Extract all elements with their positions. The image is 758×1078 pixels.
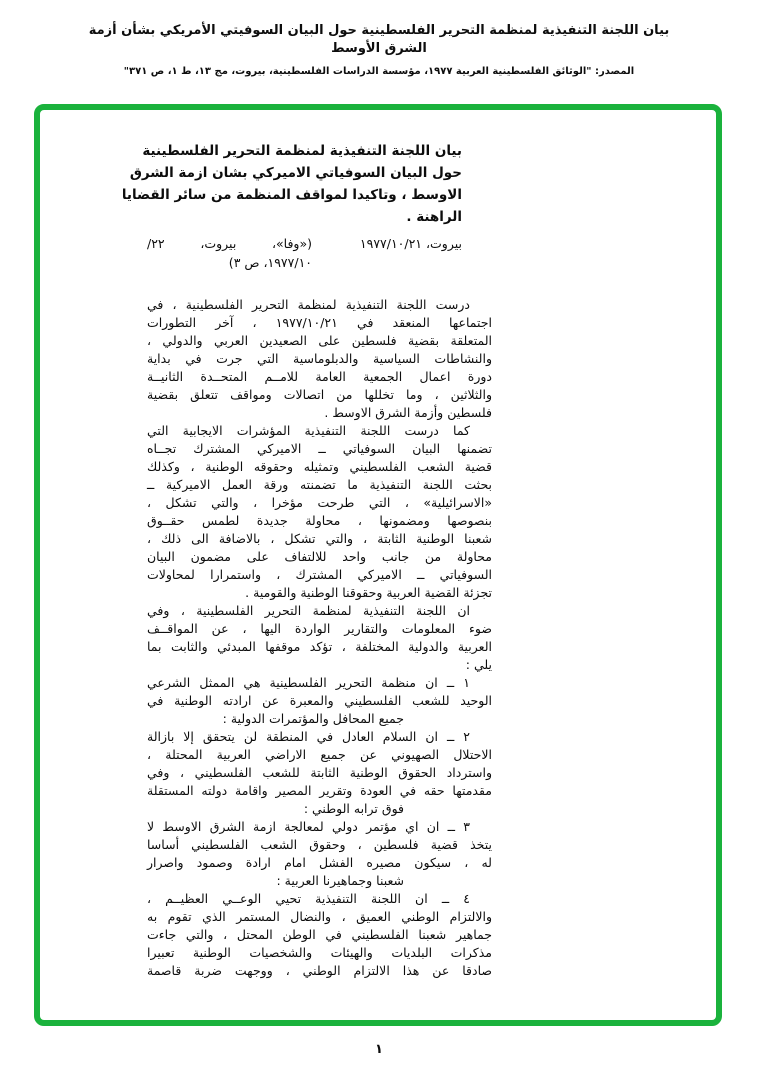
text-line: والالتزام الوطني العميق ، والنضال المستمر الذي تقوم به bbox=[147, 909, 492, 924]
text-line: واسترداد الحقوق الوطنية الثابتة للشعب الفلسطيني ، وفي bbox=[147, 765, 492, 780]
source-line: المصدر: "الوثائق الفلسطينية العربية ١٩٧٧، مؤسسة الدراسات الفلسطينية، بيروت، مج ١٣، ط ١، ص ٣٧١" bbox=[123, 66, 635, 77]
page-header bbox=[0, 22, 758, 77]
paragraph bbox=[147, 890, 492, 980]
text-line: ٢ ــ ان السلام العادل في المنطقة لن يتحقق إلا بازالة bbox=[147, 729, 470, 744]
text-line: يلي : bbox=[465, 657, 492, 672]
document-title bbox=[121, 140, 462, 228]
text-line: محاولة من جانب واحد للالتفاف على مضمون البيان bbox=[147, 549, 492, 564]
paragraph bbox=[121, 140, 462, 228]
page-header-title: بيان اللجنة التنفيذية لمنظمة التحرير الفلسطينية حول البيان السوفيتي الأمريكي بشأن أزمة الشرق الأوسط bbox=[88, 23, 670, 56]
paragraphs-container bbox=[147, 296, 492, 980]
text-line: كما درست اللجنة التنفيذية المؤشرات الايجابية التي bbox=[147, 423, 470, 438]
text-line: العربية والدولية المختلفة ، تؤكد موقفها المبدئي والثابت بما bbox=[147, 639, 492, 654]
text-line: فلسطين وأزمة الشرق الاوسط . bbox=[324, 405, 492, 420]
text-line: شعبنا وجماهيرنا العربية : bbox=[276, 873, 404, 888]
dateline-place-date: بيروت، ١٩٧٧/١٠/٢١ bbox=[359, 236, 462, 251]
text-line: الوحيد للشعب الفلسطيني والمعبرة عن ارادته الوطنية في bbox=[147, 693, 492, 708]
dateline-agency-reference bbox=[147, 234, 312, 272]
text-line: شعبنا الوطنية الثابتة ، والتي تشكل ، بالاضافة الى ذلك ، bbox=[147, 531, 492, 546]
text-line: مذكرات البلديات والهيئات والشخصيات الوطنية تعبيرا bbox=[147, 945, 492, 960]
text-line: بنصوصها ومضمونها ، محاولة جديدة لطمس حقــوق bbox=[147, 513, 492, 528]
text-line: الاوسط ، وتاكيدا لمواقف المنظمة من سائر القضايا bbox=[121, 187, 462, 203]
paragraph bbox=[147, 296, 492, 422]
text-line: صادقا عن هذا الالتزام الوطني ، ووجهت ضربة قاصمة bbox=[147, 963, 492, 978]
text-line: جماهير شعبنا الفلسطيني في الوطن المحتل ، والتي جاءت bbox=[147, 927, 492, 942]
text-line: المتعلقة بقضية فلسطين على الصعيدين العربي والدولي ، bbox=[147, 333, 492, 348]
text-line: ضوء المعلومات والتقارير الواردة اليها ، عن المواقــف bbox=[147, 621, 492, 636]
text-line: اجتماعها المنعقد في ١٩٧٧/١٠/٢١ ، آخر التطورات bbox=[147, 315, 492, 330]
text-line: ٣ ــ ان اي مؤتمر دولي لمعالجة ازمة الشرق الاوسط لا bbox=[147, 819, 470, 834]
text-line: فوق ترابه الوطني : bbox=[303, 801, 404, 816]
text-line: له ، سيكون مصيره الفشل امام ارادة وصمود واصرار bbox=[147, 855, 492, 870]
text-line: والنشاطات السياسية والدبلوماسية التي جرت في بداية bbox=[147, 351, 492, 366]
text-line: الراهنة . bbox=[406, 209, 462, 225]
text-line: جميع المحافل والمؤتمرات الدولية : bbox=[222, 711, 404, 726]
text-line: ١٩٧٧/١٠، ص ٣) bbox=[228, 255, 312, 270]
dateline bbox=[147, 234, 492, 272]
text-line: الاحتلال الصهيوني عن جميع الاراضي العربية المحتلة ، bbox=[147, 747, 492, 762]
text-line: السوفياتي ــ الاميركي المشترك ، واستمرارا لمحاولات bbox=[147, 567, 492, 582]
paragraph bbox=[147, 602, 492, 674]
paragraph bbox=[147, 818, 492, 890]
text-line: بيان اللجنة التنفيذية لمنظمة التحرير الفلسطينية bbox=[142, 143, 462, 159]
text-line: مقدمتها حقه في العودة وتقرير المصير واقامة دولته المستقلة bbox=[147, 783, 492, 798]
text-line: دورة اعمال الجمعية العامة للامــم المتحــدة الثانيــة bbox=[147, 369, 492, 384]
text-line: ٤ ــ ان اللجنة التنفيذية تحيي الوعــي العظيــم ، bbox=[147, 891, 470, 906]
text-line: «الاسرائيلية» ، التي طرحت مؤخرا ، والتي تشكل ، bbox=[147, 495, 492, 510]
text-line: قضية الشعب الفلسطيني وتمثيله وحقوقه الوطنية ، وكذلك bbox=[147, 459, 492, 474]
paragraph bbox=[147, 674, 492, 728]
text-line: تضمنها البيان السوفياتي ــ الاميركي المشترك تجــاه bbox=[147, 441, 492, 456]
text-line: ١ ــ ان منظمة التحرير الفلسطينية هي الممثل الشرعي bbox=[147, 675, 470, 690]
text-line: يتخذ قضية فلسطين ، وحقوق الشعب الفلسطيني أساسا bbox=[147, 837, 492, 852]
text-line: ان اللجنة التنفيذية لمنظمة التحرير الفلسطينية ، وفي bbox=[147, 603, 470, 618]
text-line: حول البيان السوفياتي الاميركي بشان ازمة الشرق bbox=[129, 165, 462, 181]
paragraph bbox=[147, 422, 492, 602]
text-line: درست اللجنة التنفيذية لمنظمة التحرير الفلسطينية ، في bbox=[147, 297, 470, 312]
paragraph bbox=[147, 728, 492, 818]
text-line: («وفا»، بيروت، ٢٢/ bbox=[147, 236, 312, 251]
page-number: ١ bbox=[375, 1042, 383, 1057]
text-line: والثلاثين ، وما تخللها من اتصالات ومواقف تتعلق بقضية bbox=[147, 387, 492, 402]
document-body bbox=[121, 140, 492, 980]
paragraph bbox=[147, 234, 312, 272]
text-line: بحثت اللجنة التنفيذية ما تضمنته ورقة العمل الاميركية ــ bbox=[147, 477, 492, 492]
text-line: تجزئة القضية العربية وحقوقنا الوطنية والقومية . bbox=[245, 585, 492, 600]
